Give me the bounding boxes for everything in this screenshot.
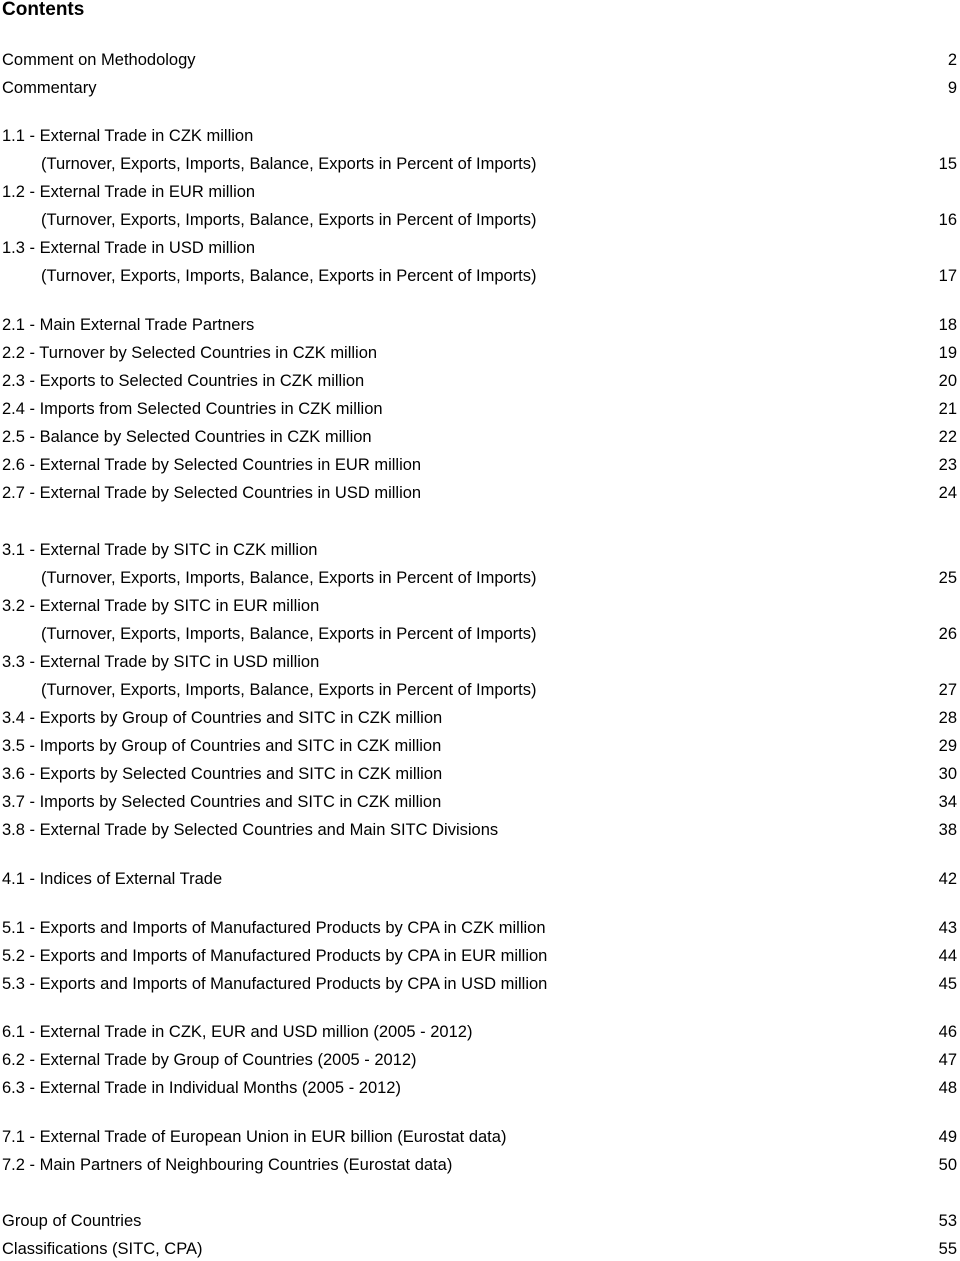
toc-entry-title: 1.2 - External Trade in EUR million bbox=[2, 183, 256, 201]
toc-entry-title: Commentary bbox=[2, 79, 97, 97]
toc-entry-subtitle: (Turnover, Exports, Imports, Balance, Exports in Percent of Imports) bbox=[41, 267, 537, 285]
toc-page-number: 19 bbox=[938, 344, 957, 362]
toc-entry-title: 2.2 - Turnover by Selected Countries in CZK million bbox=[2, 344, 378, 362]
toc-entry-title: 3.5 - Imports by Group of Countries and SITC in CZK million bbox=[2, 737, 442, 755]
toc-entry-title: 5.2 - Exports and Imports of Manufactured Products by CPA in EUR million bbox=[2, 947, 548, 965]
toc-page-number: 22 bbox=[938, 428, 957, 446]
toc-entry-title: 3.1 - External Trade by SITC in CZK million bbox=[2, 541, 318, 559]
toc-page-number: 47 bbox=[938, 1051, 957, 1069]
toc-entry-title: 5.3 - Exports and Imports of Manufactured Products by CPA in USD million bbox=[2, 975, 548, 993]
toc-entry-subtitle: (Turnover, Exports, Imports, Balance, Exports in Percent of Imports) bbox=[41, 569, 537, 587]
toc-entry-title: 4.1 - Indices of External Trade bbox=[2, 870, 223, 888]
toc-page-number: 45 bbox=[938, 975, 957, 993]
toc-entry-title: 7.1 - External Trade of European Union in EUR billion (Eurostat data) bbox=[2, 1128, 507, 1146]
toc-entry-title: 7.2 - Main Partners of Neighbouring Countries (Eurostat data) bbox=[2, 1156, 453, 1174]
toc-entry-title: 2.6 - External Trade by Selected Countries in EUR million bbox=[2, 456, 422, 474]
toc-entry-title: 5.1 - Exports and Imports of Manufactured Products by CPA in CZK million bbox=[2, 919, 546, 937]
toc-entry-title: 6.2 - External Trade by Group of Countries (2005 - 2012) bbox=[2, 1051, 417, 1069]
toc-entry-title: 3.6 - Exports by Selected Countries and SITC in CZK million bbox=[2, 765, 443, 783]
toc-page-number: 44 bbox=[938, 947, 957, 965]
toc-page-number: 27 bbox=[938, 681, 957, 699]
toc-entry-title: 3.8 - External Trade by Selected Countries and Main SITC Divisions bbox=[2, 821, 499, 839]
toc-page-number: 28 bbox=[938, 709, 957, 727]
toc-entry-title: Group of Countries bbox=[2, 1212, 142, 1230]
toc-entry-subtitle: (Turnover, Exports, Imports, Balance, Exports in Percent of Imports) bbox=[41, 625, 537, 643]
toc-entry-subtitle: (Turnover, Exports, Imports, Balance, Exports in Percent of Imports) bbox=[41, 211, 537, 229]
toc-page-number: 15 bbox=[938, 155, 957, 173]
toc-page-number: 55 bbox=[938, 1240, 957, 1258]
toc-page-number: 53 bbox=[938, 1212, 957, 1230]
toc-page-number: 24 bbox=[938, 484, 957, 502]
toc-entry-title: 2.5 - Balance by Selected Countries in CZK million bbox=[2, 428, 372, 446]
toc-page-number: 23 bbox=[938, 456, 957, 474]
toc-page-number: 43 bbox=[938, 919, 957, 937]
toc-entry-title: 6.1 - External Trade in CZK, EUR and USD million (2005 - 2012) bbox=[2, 1023, 473, 1041]
toc-page-number: 34 bbox=[938, 793, 957, 811]
toc-entry-title: 6.3 - External Trade in Individual Months (2005 - 2012) bbox=[2, 1079, 401, 1097]
toc-entry-title: 2.3 - Exports to Selected Countries in CZK million bbox=[2, 372, 365, 390]
toc-entry-title: 3.2 - External Trade by SITC in EUR million bbox=[2, 597, 320, 615]
toc-entry-title: 3.4 - Exports by Group of Countries and SITC in CZK million bbox=[2, 709, 443, 727]
toc-entry-title: 1.1 - External Trade in CZK million bbox=[2, 127, 254, 145]
toc-page-number: 42 bbox=[938, 870, 957, 888]
toc-page-number: 18 bbox=[938, 316, 957, 334]
toc-entry-title: 2.1 - Main External Trade Partners bbox=[2, 316, 255, 334]
toc-entry-title: Classifications (SITC, CPA) bbox=[2, 1240, 203, 1258]
toc-page-number: 17 bbox=[938, 267, 957, 285]
toc-entry-subtitle: (Turnover, Exports, Imports, Balance, Exports in Percent of Imports) bbox=[41, 681, 537, 699]
toc-page-number: 38 bbox=[938, 821, 957, 839]
toc-entry-title: 3.3 - External Trade by SITC in USD million bbox=[2, 653, 320, 671]
toc-page-number: 49 bbox=[938, 1128, 957, 1146]
toc-page-number: 30 bbox=[938, 765, 957, 783]
toc-page-number: 46 bbox=[938, 1023, 957, 1041]
toc-page-number: 29 bbox=[938, 737, 957, 755]
toc-entry-title: 2.7 - External Trade by Selected Countries in USD million bbox=[2, 484, 422, 502]
toc-page-number: 20 bbox=[938, 372, 957, 390]
toc-page-number: 2 bbox=[947, 51, 957, 69]
toc-entry-title: 1.3 - External Trade in USD million bbox=[2, 239, 256, 257]
toc-page-number: 25 bbox=[938, 569, 957, 587]
toc-page-number: 48 bbox=[938, 1079, 957, 1097]
toc-entry-title: 3.7 - Imports by Selected Countries and SITC in CZK million bbox=[2, 793, 442, 811]
toc-page-number: 50 bbox=[938, 1156, 957, 1174]
toc-page-number: 16 bbox=[938, 211, 957, 229]
toc-entry-subtitle: (Turnover, Exports, Imports, Balance, Exports in Percent of Imports) bbox=[41, 155, 537, 173]
toc-page-number: 21 bbox=[938, 400, 957, 418]
toc-entry-title: 2.4 - Imports from Selected Countries in CZK million bbox=[2, 400, 383, 418]
toc-page-number: 9 bbox=[947, 79, 957, 97]
toc-page-number: 26 bbox=[938, 625, 957, 643]
page-title: Contents bbox=[2, 0, 85, 20]
toc-entry-title: Comment on Methodology bbox=[2, 51, 196, 69]
